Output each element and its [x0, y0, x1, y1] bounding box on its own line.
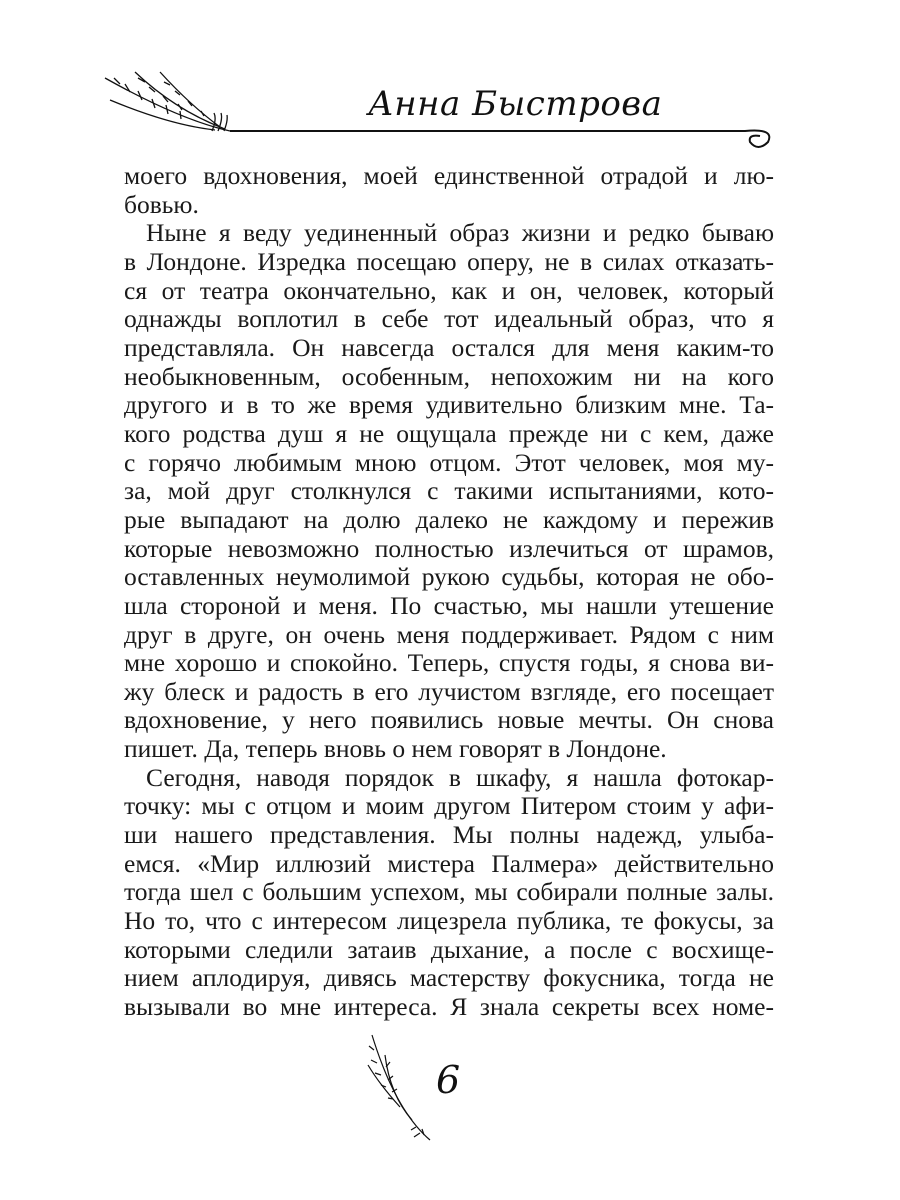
text-line: вызывали во мне интереса. Я знала секреты всех номе-	[124, 992, 774, 1022]
text-line: друг в друге, он очень меня поддерживает. Рядом с ним	[124, 619, 774, 649]
text-line: оставленных неумолимой рукою судьбы, которая не обо-	[124, 562, 774, 592]
text-line: которыми следили затаив дыхание, а после с восхище-	[124, 934, 774, 964]
text-line: за, мой друг столкнулся с такими испытаниями, кото-	[124, 476, 774, 506]
text-line: нием аплодируя, дивясь мастерству фокусника, тогда не	[124, 963, 774, 993]
page-number: 6	[436, 1058, 461, 1102]
text-line: пишет. Да, теперь вновь о нем говорят в Лондоне.	[124, 734, 667, 764]
running-header	[0, 0, 900, 160]
text-line: с горячо любимым мною отцом. Этот человек, моя му-	[124, 447, 774, 477]
body-text	[124, 162, 774, 1022]
text-line: представляла. Он навсегда остался для меня каким-то	[124, 332, 774, 362]
floral-sprig-icon	[0, 0, 900, 160]
text-line: Сегодня, наводя порядок в шкафу, я нашла фотокар-	[146, 762, 774, 792]
text-line: ши нашего представления. Мы полны надежд, улыба-	[124, 820, 774, 850]
text-line: необыкновенным, особенным, непохожим ни на кого	[124, 361, 774, 391]
text-line: вдохновение, у него появились новые мечты. Он снова	[124, 705, 774, 735]
text-line: бовью.	[124, 189, 199, 219]
text-line: другого и в то же время удивительно близким мне. Та-	[124, 390, 774, 420]
text-line: однажды воплотил в себе тот идеальный образ, что я	[124, 304, 774, 334]
text-line: шла стороной и меня. По счастью, мы нашли утешение	[124, 590, 774, 620]
text-line: Ныне я веду уединенный образ жизни и редко бываю	[146, 218, 774, 248]
text-line: которые невозможно полностью излечиться от шрамов,	[124, 533, 774, 563]
text-line: мне хорошо и спокойно. Теперь, спустя годы, я снова ви-	[124, 648, 774, 678]
text-line: жу блеск и радость в его лучистом взгляде, его посещает	[124, 676, 774, 706]
text-line: Но то, что с интересом лицезрела публика, те фокусы, за	[124, 906, 774, 936]
text-line: кого родства душ я не ощущала прежде ни с кем, даже	[124, 418, 774, 448]
text-line: емся. «Мир иллюзий мистера Палмера» действительно	[124, 848, 774, 878]
text-line: рые выпадают на долю далеко не каждому и пережив	[124, 504, 774, 534]
text-line: в Лондоне. Изредка посещаю оперу, не в силах отказать-	[124, 246, 774, 276]
text-line: ся от театра окончательно, как и он, человек, который	[124, 275, 774, 305]
floral-sprig-icon	[350, 1025, 440, 1145]
text-line: тогда шел с большим успехом, мы собирали полные залы.	[124, 877, 774, 907]
author-name: Анна Быстрова	[368, 84, 663, 124]
text-line: точку: мы с отцом и моим другом Питером стоим у афи-	[124, 791, 774, 821]
text-line: моего вдохновения, моей единственной отрадой и лю-	[124, 161, 774, 190]
